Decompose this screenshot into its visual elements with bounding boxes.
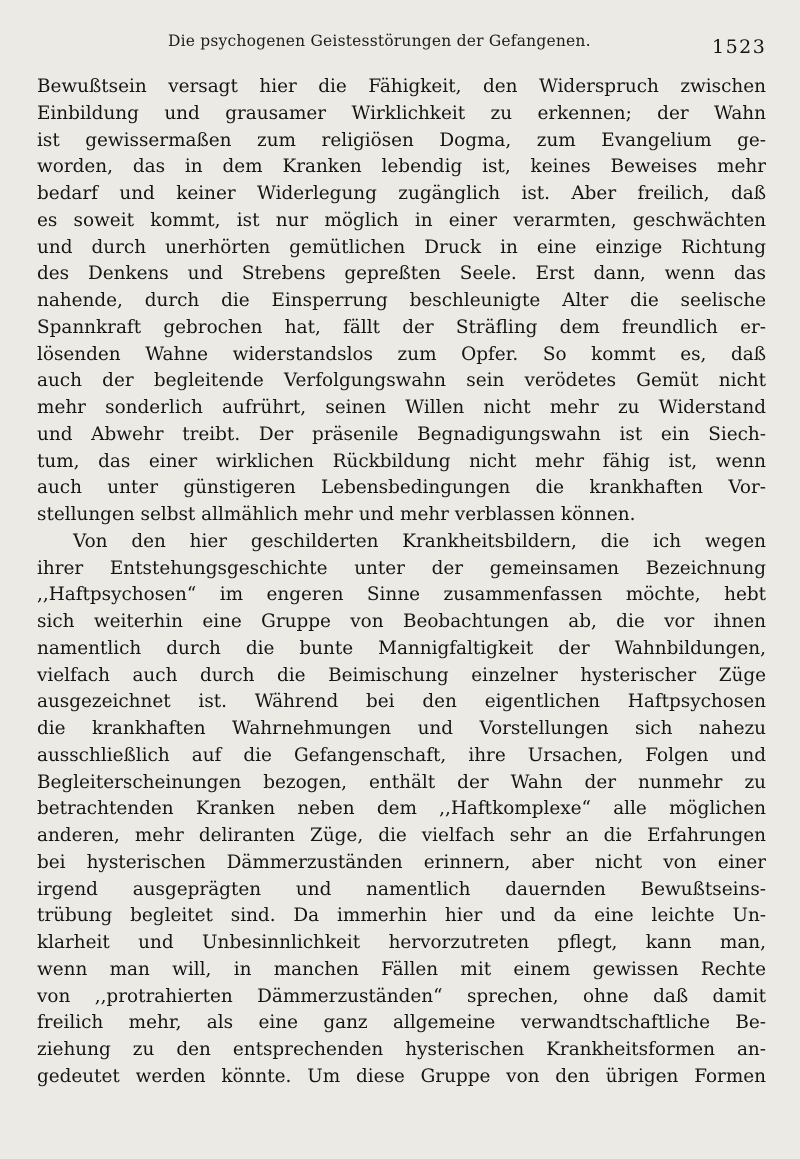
paragraph-end-line: stellungen selbst allmählich mehr und mehr verblassen können. [37, 504, 636, 525]
text-line: auch unter günstigeren Lebensbedingungen die krankhaften Vor- [37, 477, 766, 499]
text-line: und durch unerhörten gemütlichen Druck in eine einzige Richtung [37, 236, 766, 258]
text-line: freilich mehr, als eine ganz allgemeine verwandtschaftliche Be- [37, 1012, 766, 1034]
paragraph-start-line: Von den hier geschilderten Krankheitsbildern, die ich wegen [73, 530, 766, 552]
text-line: Bewußtsein versagt hier die Fähigkeit, den Widerspruch zwischen [37, 76, 766, 97]
text-line: klarheit und Unbesinnlichkeit hervorzutreten pflegt, kann man, [37, 932, 766, 953]
text-line: vielfach auch durch die Beimischung einzelner hysterischer Züge [37, 664, 766, 686]
text-line: die krankhaften Wahrnehmungen und Vorstellungen sich nahezu [37, 718, 766, 739]
text-line: ziehung zu den entsprechenden hysterischen Krankheitsformen an- [37, 1039, 766, 1060]
text-line: es soweit kommt, ist nur möglich in einer verarmten, geschwächten [37, 209, 766, 231]
text-line: ihrer Entstehungsgeschichte unter der gemeinsamen Bezeichnung [37, 557, 766, 579]
text-line: gedeutet werden könnte. Um diese Gruppe von den übrigen Formen [37, 1065, 766, 1087]
text-line: des Denkens und Strebens gepreßten Seele. Erst dann, wenn das [37, 263, 766, 285]
text-line: bei hysterischen Dämmerzuständen erinnern, aber nicht von einer [37, 851, 766, 873]
text-line: auch der begleitende Verfolgungswahn sein verödetes Gemüt nicht [37, 370, 766, 392]
body-text [37, 74, 766, 1091]
text-line: von ,,protrahierten Dämmerzuständen“ sprechen, ohne daß damit [37, 985, 766, 1007]
text-line: worden, das in dem Kranken lebendig ist, keines Beweises mehr [37, 156, 766, 178]
text-line: Einbildung und grausamer Wirklichkeit zu erkennen; der Wahn [37, 102, 766, 124]
text-line: Begleiterscheinungen bezogen, enthält der Wahn der nunmehr zu [37, 771, 766, 793]
text-line: bedarf und keiner Widerlegung zugänglich ist. Aber freilich, daß [37, 183, 766, 204]
page-number: 1523 [712, 36, 767, 58]
running-title: Die psychogenen Geistesstörungen der Gefangenen. [168, 32, 591, 50]
text-line: tum, das einer wirklichen Rückbildung nicht mehr fähig ist, wenn [37, 450, 766, 472]
text-line: irgend ausgeprägten und namentlich dauernden Bewußtseins- [37, 878, 766, 900]
text-line: trübung begleitet sind. Da immerhin hier und da eine leichte Un- [37, 905, 766, 927]
text-line: namentlich durch die bunte Mannigfaltigkeit der Wahnbildungen, [37, 637, 766, 659]
text-line: mehr sonderlich aufrührt, seinen Willen nicht mehr zu Widerstand [37, 397, 766, 418]
text-line: lösenden Wahne widerstandslos zum Opfer. So kommt es, daß [37, 343, 766, 365]
text-line: Spannkraft gebrochen hat, fällt der Sträfling dem freundlich er- [37, 316, 766, 338]
text-line: ist gewissermaßen zum religiösen Dogma, zum Evangelium ge- [37, 129, 766, 151]
text-line: nahende, durch die Einsperrung beschleunigte Alter die seelische [37, 290, 766, 311]
text-line: und Abwehr treibt. Der präsenile Begnadigungswahn ist ein Siech- [37, 423, 766, 445]
text-line: ,,Haftpsychosen“ im engeren Sinne zusammenfassen möchte, hebt [37, 584, 766, 606]
text-line: betrachtenden Kranken neben dem ,,Haftkomplexe“ alle möglichen [37, 798, 766, 820]
text-line: wenn man will, in manchen Fällen mit einem gewissen Rechte [37, 958, 766, 980]
text-line: ausgezeichnet ist. Während bei den eigentlichen Haftpsychosen [37, 691, 766, 713]
text-line: ausschließlich auf die Gefangenschaft, ihre Ursachen, Folgen und [37, 744, 766, 766]
text-line: sich weiterhin eine Gruppe von Beobachtungen ab, die vor ihnen [37, 611, 766, 632]
text-line: anderen, mehr deliranten Züge, die vielfach sehr an die Erfahrungen [37, 825, 766, 846]
